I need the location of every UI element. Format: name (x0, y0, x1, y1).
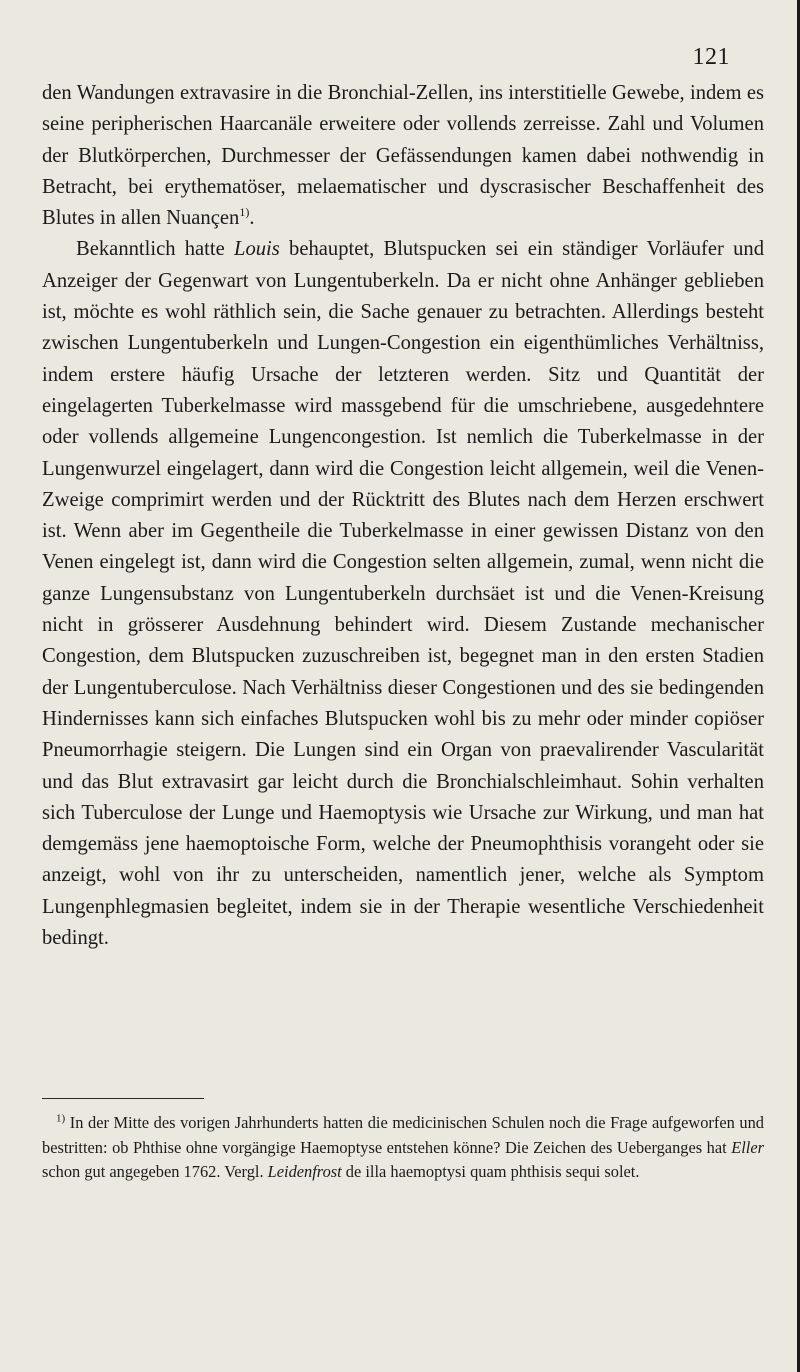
paragraph-1-tail: . (249, 207, 255, 230)
paragraph-2-lead: Bekanntlich hatte (76, 238, 234, 261)
footnote-text-after: de illa haemoptysi quam phthisis sequi solet. (341, 1162, 640, 1181)
page-number: 121 (692, 44, 730, 70)
footnote-text-middle: schon gut angegeben 1762. Vergl. (42, 1162, 268, 1181)
footnote-divider (42, 1098, 204, 1099)
paragraph-2-author-name: Louis (234, 238, 280, 261)
paragraph-2 (42, 234, 764, 954)
footnote (42, 1111, 764, 1185)
paragraph-1-text: den Wandungen extravasire in die Bronchial-Zellen, ins interstitielle Gewebe, indem es seine peripherischen Haarcanäle erweitere oder vollends zerreisse. Zahl und Volumen der Blutkörperchen, Durchmesser der Gefässendungen kamen dabei nothwendig in Betracht, bei erythematöser, melaematischer und dyscrasischer Beschaffenheit des Blutes in allen Nuançen (42, 82, 764, 230)
footnote-work: Leidenfrost (267, 1162, 342, 1181)
footnote-mark-number: 1 (56, 1112, 62, 1125)
footnote-mark: 1) (56, 1112, 66, 1125)
footnote-author: Eller (731, 1137, 764, 1157)
main-text (42, 78, 764, 954)
paragraph-2-text: behauptet, Blutspucken sei ein ständiger Vorläufer und Anzeiger der Gegenwart von Lungentuberkeln. Da er nicht ohne Anhänger geblieben ist, möchte es wohl räthlich sein, die Sache genauer zu betrachten. Allerdings besteht zwischen Lungentuberkeln und Lungen-Congestion ein eigenthümliches Verhältniss, indem erstere häufig Ursache der letzteren werden. Sitz und Quantität der eingelagerten Tuberkelmasse wird massgebend für die umschriebene, ausgedehntere oder vollends allgemeine Lungencongestion. Ist nemlich die Tuberkelmasse in der Lungenwurzel eingelagert, dann wird die Congestion leicht allgemein, weil die Venen-Zweige comprimirt werden und der Rücktritt des Blutes nach dem Herzen erschwert ist. Wenn aber im Gegentheile die Tuberkelmasse in einer gewissen Distanz von den Venen eingelegt ist, dann wird die Congestion selten allgemein, zumal, wenn nicht die ganze Lungensubstanz von Lungentuberkeln durchsäet ist und die Venen-Kreisung nicht in grösserer Ausdehnung behindert wird. Diesem Zustande mechanischer Congestion, dem Blutspucken zuzuschreiben ist, begegnet man in den ersten Stadien der Lungentuberculose. Nach Verhältniss dieser Congestionen und des sie bedingenden Hindernisses kann sich einfaches Blutspucken wohl bis zu mehr oder minder copiöser Pneumorrhagie steigern. Die Lungen sind ein Organ von praevalirender Vascularität und das Blut extravasirt gar leicht durch die Bronchialschleimhaut. Sohin verhalten sich Tuberculose der Lunge und Haemoptysis wie Ursache zur Wirkung, und man hat demgemäss jene haemoptoische Form, welche der Pneumophthisis vorangeht oder sie anzeigt, wohl von ihr zu unterscheiden, namentlich jener, welche als Symptom Lungenphlegmasien begleitet, indem sie in der Therapie wesentliche Verschiedenheit bedingt. (42, 238, 764, 950)
footnote-reference: 1) (239, 205, 250, 220)
paragraph-1 (42, 78, 764, 234)
footnote-text-before: In der Mitte des vorigen Jahrhunderts hatten die medicinischen Schulen noch die Frage aufgeworfen und bestritten: ob Phthise ohne vorgängige Haemoptyse entstehen könne? Die Zeichen des Ueberganges hat (42, 1113, 764, 1157)
footnote-paragraph (42, 1111, 764, 1185)
footnote-reference-number: 1 (239, 205, 246, 220)
